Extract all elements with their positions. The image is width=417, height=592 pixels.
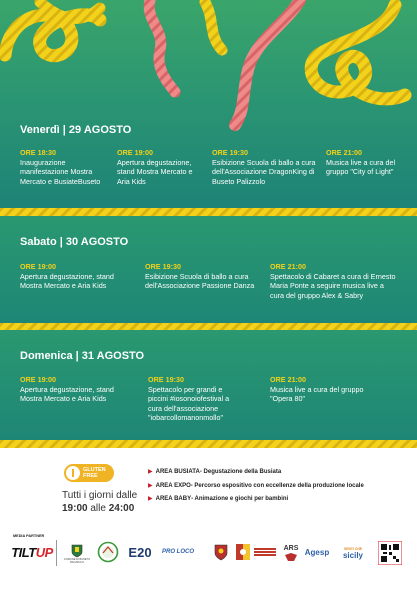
area-label: AREA BABY (155, 496, 192, 502)
sicily-text: sicily (342, 550, 363, 560)
opening-hours (62, 489, 137, 515)
ars-logo (282, 540, 300, 566)
agesp-text: Agesp (304, 547, 330, 557)
event-text: Spettacolo di Cabaret a cura di Ernesto Maria Ponte a seguire musica live a cura del gruppo Alex & Sabry (270, 272, 396, 300)
event-text: Apertura degustazione, stand Mostra Mercato e Aria Kids (117, 158, 193, 186)
event-friday-1 (20, 148, 106, 186)
event-time: ORE 18:30 (20, 148, 56, 157)
agesp-logo (302, 540, 332, 564)
proloco-logo (160, 540, 196, 564)
tiltup-logo (12, 540, 52, 564)
pasta-loop-yellow-right (311, 5, 405, 99)
area-row (148, 480, 364, 494)
e20-text: E20 (128, 544, 152, 560)
comune-logo (62, 540, 92, 568)
tiltup-accent: UP (35, 544, 53, 560)
eagle-icon (284, 552, 298, 562)
trinacria-icon (236, 544, 250, 560)
area-desc: - Percorso espositivo con eccellenze della produzione locale (190, 482, 364, 489)
areas-list (148, 466, 364, 507)
event-friday-4 (326, 148, 406, 177)
comune-text: COMUNE DI BUSETO PALIZZOLO (63, 558, 91, 564)
event-time: ORE 19:00 (20, 262, 56, 271)
tiltup-text: TILT (11, 544, 36, 560)
e20-logo (125, 540, 155, 564)
area-desc: - Degustazione della Busiata (199, 469, 282, 475)
event-friday-3 (212, 148, 316, 186)
red-stripe (254, 554, 276, 556)
arrow-icon: ▶ (148, 482, 153, 489)
event-text: Apertura degustazione, stand Mostra Mercato e Aria Kids (20, 385, 114, 404)
pasta-twist-pink-1 (149, 0, 175, 92)
event-saturday-2 (145, 262, 257, 291)
red-stripe (254, 551, 276, 553)
pasta-twist-yellow-center (205, 2, 222, 50)
saturday-band (0, 216, 417, 324)
proloco-text: PRO LOCO (161, 549, 194, 555)
red-stripe (254, 548, 276, 550)
event-sunday-1 (20, 375, 126, 404)
area-label: AREA BUSIATA (155, 469, 200, 475)
area-label: AREA EXPO (155, 482, 191, 489)
gluten-free-badge (64, 464, 114, 482)
sicily-region-logo (236, 540, 250, 564)
crest-icon (71, 544, 83, 558)
event-time: ORE 19:30 (148, 375, 184, 384)
ars-text: ARS (283, 544, 299, 552)
qr-code-icon (378, 541, 402, 565)
event-time: ORE 21:00 (326, 148, 362, 157)
opening-hours-line1: Tutti i giorni dalle (62, 490, 138, 501)
anniversary-logo (97, 540, 119, 564)
header-band (0, 0, 417, 210)
province-crest-logo (212, 540, 230, 564)
opening-from: 19:00 (62, 503, 88, 514)
event-text: Esibizione Scuola di ballo a cura dell'Associazione Passione Danza (145, 272, 255, 291)
logo-divider (56, 540, 57, 566)
free-label: FREE (83, 473, 98, 479)
day-title-sunday: Domenica | 31 AGOSTO (20, 350, 145, 362)
senti-che-text: SENTI CHE (343, 546, 363, 551)
day-title-saturday: Sabato | 30 AGOSTO (20, 236, 129, 248)
opening-mid: alle (90, 503, 106, 514)
event-friday-2 (117, 148, 199, 186)
area-row (148, 493, 364, 507)
area-row (148, 466, 364, 480)
event-text: Musica live a cura del gruppo "Opera 80" (270, 385, 364, 404)
event-time: ORE 19:30 (145, 262, 181, 271)
event-saturday-3 (270, 262, 396, 300)
event-saturday-1 (20, 262, 128, 291)
regional-assembly-logo (252, 540, 278, 564)
media-partner-label: MEDIA PARTNER (13, 534, 45, 538)
arrow-icon: ▶ (148, 496, 153, 502)
opening-to: 24:00 (108, 503, 135, 514)
area-desc: - Animazione e giochi per bambini (191, 496, 289, 502)
event-sunday-3 (270, 375, 380, 404)
anniversary-badge-icon (97, 541, 119, 563)
pasta-twist-pink-2 (235, 0, 300, 125)
event-time: ORE 21:00 (270, 375, 306, 384)
arrow-icon: ▶ (148, 469, 153, 475)
event-text: Esibizione Scuola di ballo a cura dell'Associazione DragonKing di Buseto Palizzolo (212, 158, 316, 186)
event-sunday-2 (148, 375, 244, 422)
event-time: ORE 19:00 (117, 148, 153, 157)
event-time: ORE 19:30 (212, 148, 248, 157)
event-text: Inaugurazione manifestazione Mostra Mercato e BusiateBuseto (20, 158, 101, 186)
qr-code[interactable] (377, 540, 403, 566)
crest-icon (214, 543, 228, 561)
event-text: Spettacolo per grandi e piccini #iosonoiofestival a cura dell'associazione "iobarcollomanonmollo" (148, 385, 230, 422)
event-time: ORE 19:00 (20, 375, 56, 384)
day-title-friday: Venerdì | 29 AGOSTO (20, 124, 132, 136)
event-text: Apertura degustazione, stand Mostra Mercato e Aria Kids (20, 272, 114, 291)
senti-che-sicily-logo (334, 540, 372, 566)
gluten-label: GLUTEN (83, 467, 106, 473)
wheat-icon (66, 466, 80, 480)
event-text: Musica live a cura del gruppo "City of Light" (326, 158, 396, 177)
event-time: ORE 21:00 (270, 262, 306, 271)
sunday-band (0, 330, 417, 442)
